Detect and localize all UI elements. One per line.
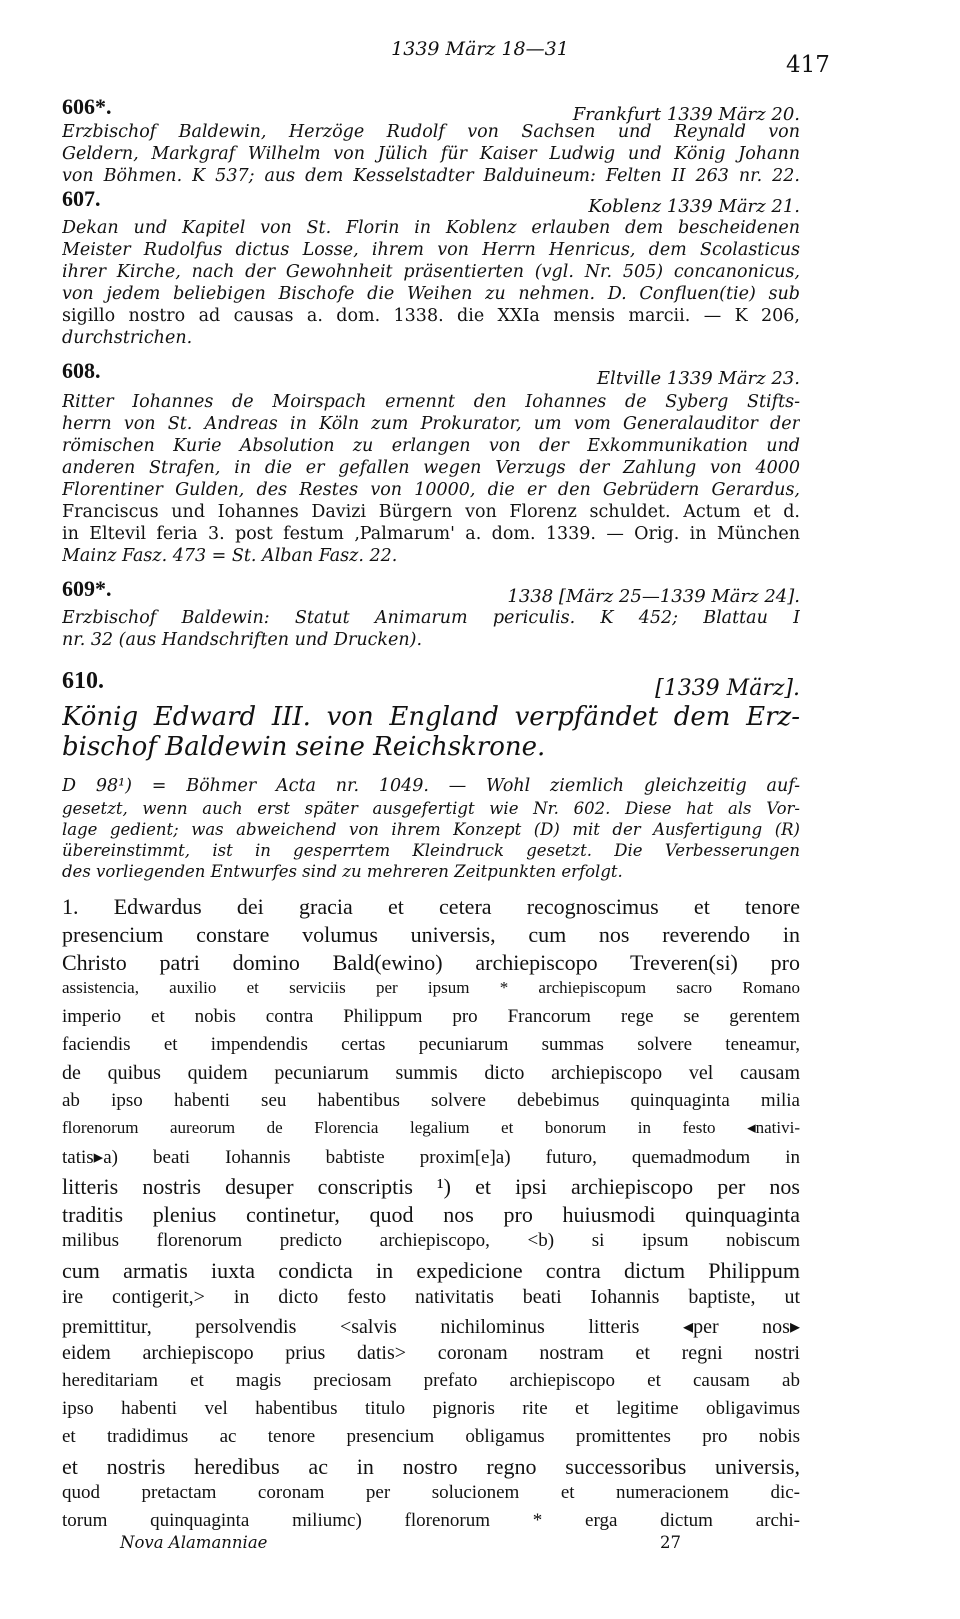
text-line: cum armatis iuxta condicta in expedicione contra dictum Philippum xyxy=(62,1258,800,1283)
text-line: tatis▸a) beati Iohannis babtiste proxim[e]a) futuro, quemadmodum in xyxy=(62,1147,800,1168)
text-line: ab ipso habenti seu habentibus solvere debebimus quinquaginta milia xyxy=(62,1090,800,1111)
entry-line: sigillo nostro ad causas a. dom. 1338. die XXIa mensis marcii. — K 206, xyxy=(62,306,800,326)
entry-line: nr. 32 (aus Handschriften und Drucken). xyxy=(62,630,423,650)
text-line: quod pretactam coronam per solucionem et numeracionem dic- xyxy=(62,1482,800,1503)
entry-line: Dekan und Kapitel von St. Florin in Koblenz erlauben dem bescheidenen xyxy=(62,218,800,238)
footer-signature: Nova Alamanniae xyxy=(120,1533,268,1552)
text-line: Christo patri domino Bald(ewino) archiepiscopo Treveren(si) pro xyxy=(62,950,800,975)
entry-line: Ritter Iohannes de Moirspach ernennt den Iohannes de Syberg Stifts- xyxy=(62,392,800,412)
running-head: 1339 März 18—31 xyxy=(391,38,569,60)
text-line: eidem archiepiscopo prius datis> coronam nostram et regni nostri xyxy=(62,1342,800,1364)
entry-dateline: 1338 [März 25—1339 März 24]. xyxy=(507,586,800,607)
entry-number: 609*. xyxy=(62,576,112,601)
text-line: assistencia, auxilio et serviciis per ipsum * archiepiscopum sacro Romano xyxy=(62,978,800,997)
entry-line: römischen Kurie Absolution zu erlangen von der Exkommunikation und xyxy=(62,436,800,456)
entry-title: bischof Baldewin seine Reichskrone. xyxy=(62,732,546,762)
text-line: de quibus quidem pecuniarum summis dicto archiepiscopo vel causam xyxy=(62,1062,800,1084)
entry-note: lage gedient; was abweichend von ihrem Konzept (D) mit der Ausfertigung (R) xyxy=(62,820,800,839)
entry-line: herrn von St. Andreas in Köln zum Prokurator, um vom Generalauditor der xyxy=(62,414,800,434)
entry-dateline: Frankfurt 1339 März 20. xyxy=(572,104,800,125)
entry-line: durchstrichen. xyxy=(62,328,193,348)
entry-line: anderen Strafen, in die er gefallen wegen Verzugs der Zahlung von 4000 xyxy=(62,458,800,478)
text-line: traditis plenius continetur, quod nos pro huiusmodi quinquaginta xyxy=(62,1202,800,1227)
entry-dateline: Koblenz 1339 März 21. xyxy=(588,196,800,217)
entry-title: König Edward III. von England verpfändet dem Erz- xyxy=(62,702,800,732)
entry-line: Franciscus und Iohannes Davizi Bürgern von Florenz schuldet. Actum et d. xyxy=(62,502,800,522)
text-line: et tradidimus ac tenore presencium obligamus promittentes pro nobis xyxy=(62,1426,800,1447)
text-line: hereditariam et magis preciosam prefato archiepiscopo et causam ab xyxy=(62,1370,800,1391)
entry-line: in Eltevil feria 3. post festum ‚Palmarum' a. dom. 1339. — Orig. in München xyxy=(62,524,800,544)
text-line: imperio et nobis contra Philippum pro Francorum rege se gerentem xyxy=(62,1006,800,1027)
text-line: 1. Edwardus dei gracia et cetera recognoscimus et tenore xyxy=(62,894,800,919)
text-line: ipso habenti vel habentibus titulo pignoris rite et legitime obligavimus xyxy=(62,1398,800,1419)
entry-dateline: Eltville 1339 März 23. xyxy=(596,368,800,389)
text-line: et nostris heredibus ac in nostro regno successoribus universis, xyxy=(62,1454,800,1479)
text-line: faciendis et impendendis certas pecuniarum summas solvere teneamur, xyxy=(62,1034,800,1055)
text-line: torum quinquaginta miliumc) florenorum * erga dictum archi- xyxy=(62,1510,800,1531)
footer-sheet-number: 27 xyxy=(660,1533,681,1552)
entry-number: 610. xyxy=(62,668,104,694)
entry-number: 607. xyxy=(62,186,101,211)
text-line: litteris nostris desuper conscriptis ¹) et ipsi archiepiscopo per nos xyxy=(62,1174,800,1199)
entry-note: übereinstimmt, ist in gesperrtem Kleindruck gesetzt. Die Verbesserungen xyxy=(62,841,800,860)
entry-line: Erzbischof Baldewin, Herzöge Rudolf von Sachsen und Reynald von xyxy=(62,122,800,142)
entry-number: 606*. xyxy=(62,94,112,119)
entry-number: 608. xyxy=(62,358,101,383)
entry-line: ihrer Kirche, nach der Gewohnheit präsentierten (vgl. Nr. 505) concanonicus, xyxy=(62,262,800,282)
entry-line: von Böhmen. K 537; aus dem Kesselstadter Balduineum: Felten II 263 nr. 22. xyxy=(62,166,800,186)
entry-note: des vorliegenden Entwurfes sind zu mehreren Zeitpunkten erfolgt. xyxy=(62,862,623,881)
entry-note: D 98¹) = Böhmer Acta nr. 1049. — Wohl ziemlich gleichzeitig auf- xyxy=(62,776,800,796)
page-number: 417 xyxy=(786,52,830,78)
entry-note: gesetzt, wenn auch erst später ausgefertigt wie Nr. 602. Diese hat als Vor- xyxy=(62,799,800,818)
entry-line: Florentiner Gulden, des Restes von 10000, die er den Gebrüdern Gerardus, xyxy=(62,480,800,500)
entry-dateline: [1339 März]. xyxy=(655,676,800,701)
text-line: florenorum aureorum de Florencia legalium et bonorum in festo ◂nativi- xyxy=(62,1118,800,1137)
text-line: premittitur, persolvendis <salvis nichilominus litteris ◂per nos▸ xyxy=(62,1316,800,1338)
entry-line: von jedem beliebigen Bischofe die Weihen zu nehmen. D. Confluen(tie) sub xyxy=(62,284,800,304)
text-line: ire contigerit,> in dicto festo nativitatis beati Iohannis baptiste, ut xyxy=(62,1286,800,1308)
entry-line: Geldern, Markgraf Wilhelm von Jülich für Kaiser Ludwig und König Johann xyxy=(62,144,800,164)
text-line: milibus florenorum predicto archiepiscopo, <b) si ipsum nobiscum xyxy=(62,1230,800,1251)
entry-line: Erzbischof Baldewin: Statut Animarum periculis. K 452; Blattau I xyxy=(62,608,800,628)
entry-line: Mainz Fasz. 473 = St. Alban Fasz. 22. xyxy=(62,546,398,566)
entry-line: Meister Rudolfus dictus Losse, ihrem von Herrn Henricus, dem Scolasticus xyxy=(62,240,800,260)
text-line: presencium constare volumus universis, cum nos reverendo in xyxy=(62,922,800,947)
